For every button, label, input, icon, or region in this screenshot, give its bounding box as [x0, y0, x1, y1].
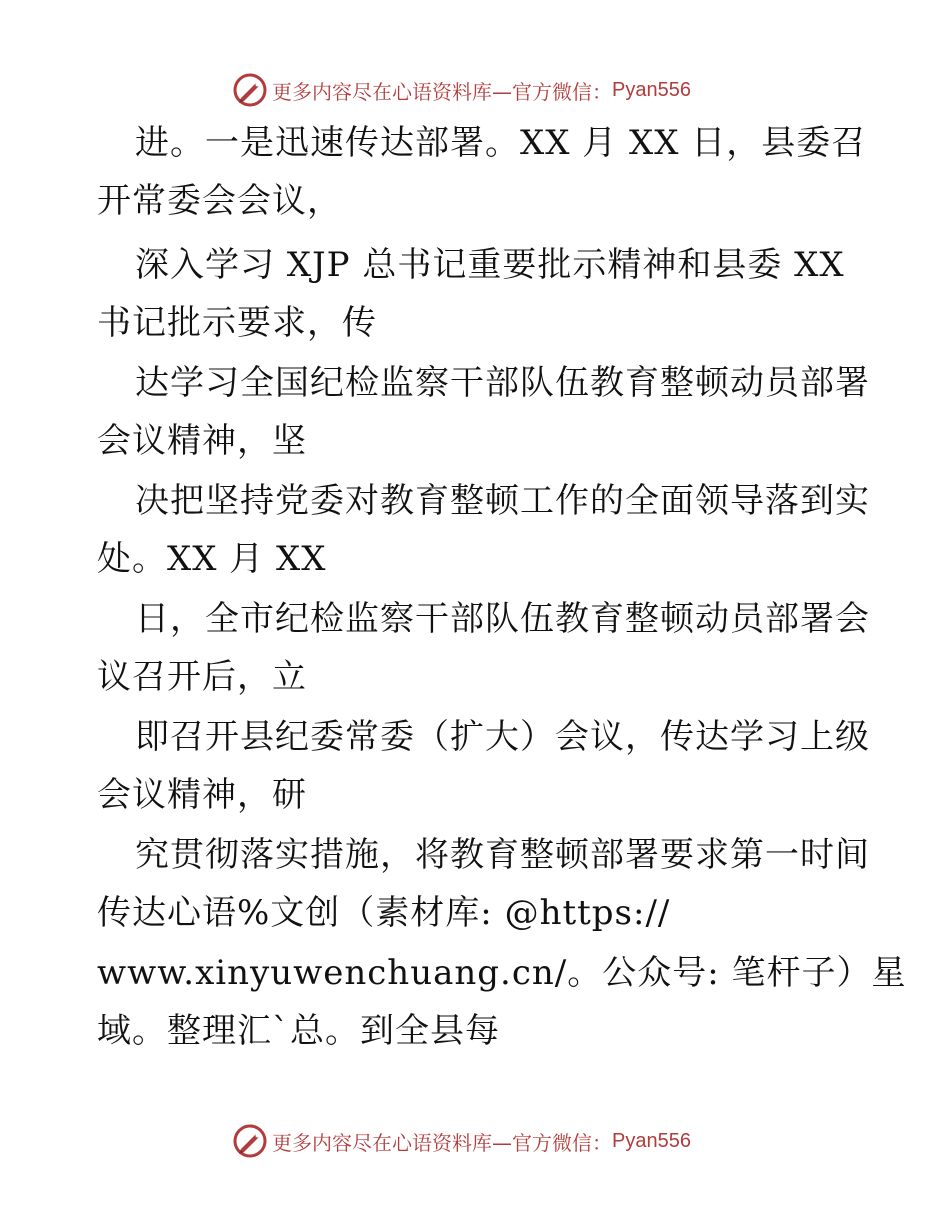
body-line: 会议精神，坚 [97, 421, 307, 461]
body-line: 处。XX 月 XX [97, 539, 327, 579]
body-line: 域。整理汇`总。到全县每 [97, 1011, 500, 1051]
body-line: 开常委会会议， [97, 181, 342, 221]
body-line: 究贯彻落实措施，将教育整顿部署要求第一时间 [135, 835, 870, 875]
header-brand-text: 更多内容尽在心语资料库—官方微信： [272, 79, 612, 104]
pen-logo-icon [232, 72, 268, 108]
pen-logo-icon [232, 1123, 268, 1159]
body-line: 日，全市纪检监察干部队伍教育整顿动员部署会 [135, 599, 870, 639]
header-watermark [232, 70, 691, 110]
body-line: 传达心语%文创（素材库: @https:// [97, 893, 671, 933]
body-line: 深入学习 XJP 总书记重要批示精神和县委 XX [135, 245, 845, 285]
body-line: 决把坚持党委对教育整顿工作的全面领导落到实 [135, 481, 870, 521]
body-line: 达学习全国纪检监察干部队伍教育整顿动员部署 [135, 363, 870, 403]
body-line: 会议精神，研 [97, 775, 307, 815]
body-line: 议召开后，立 [97, 657, 307, 697]
body-line: 进。一是迅速传达部署。XX 月 XX 日，县委召 [135, 123, 867, 163]
body-line: 书记批示要求，传 [97, 303, 377, 343]
footer-brand-text: 更多内容尽在心语资料库—官方微信： [272, 1130, 612, 1155]
body-line: www.xinyuwenchuang.cn/。公众号: 笔杆子）星 [97, 953, 907, 993]
header-account-id: Pyan556 [612, 78, 691, 101]
body-line: 即召开县纪委常委（扩大）会议，传达学习上级 [135, 717, 870, 757]
footer-watermark [232, 1121, 691, 1161]
footer-account-id: Pyan556 [612, 1129, 691, 1152]
